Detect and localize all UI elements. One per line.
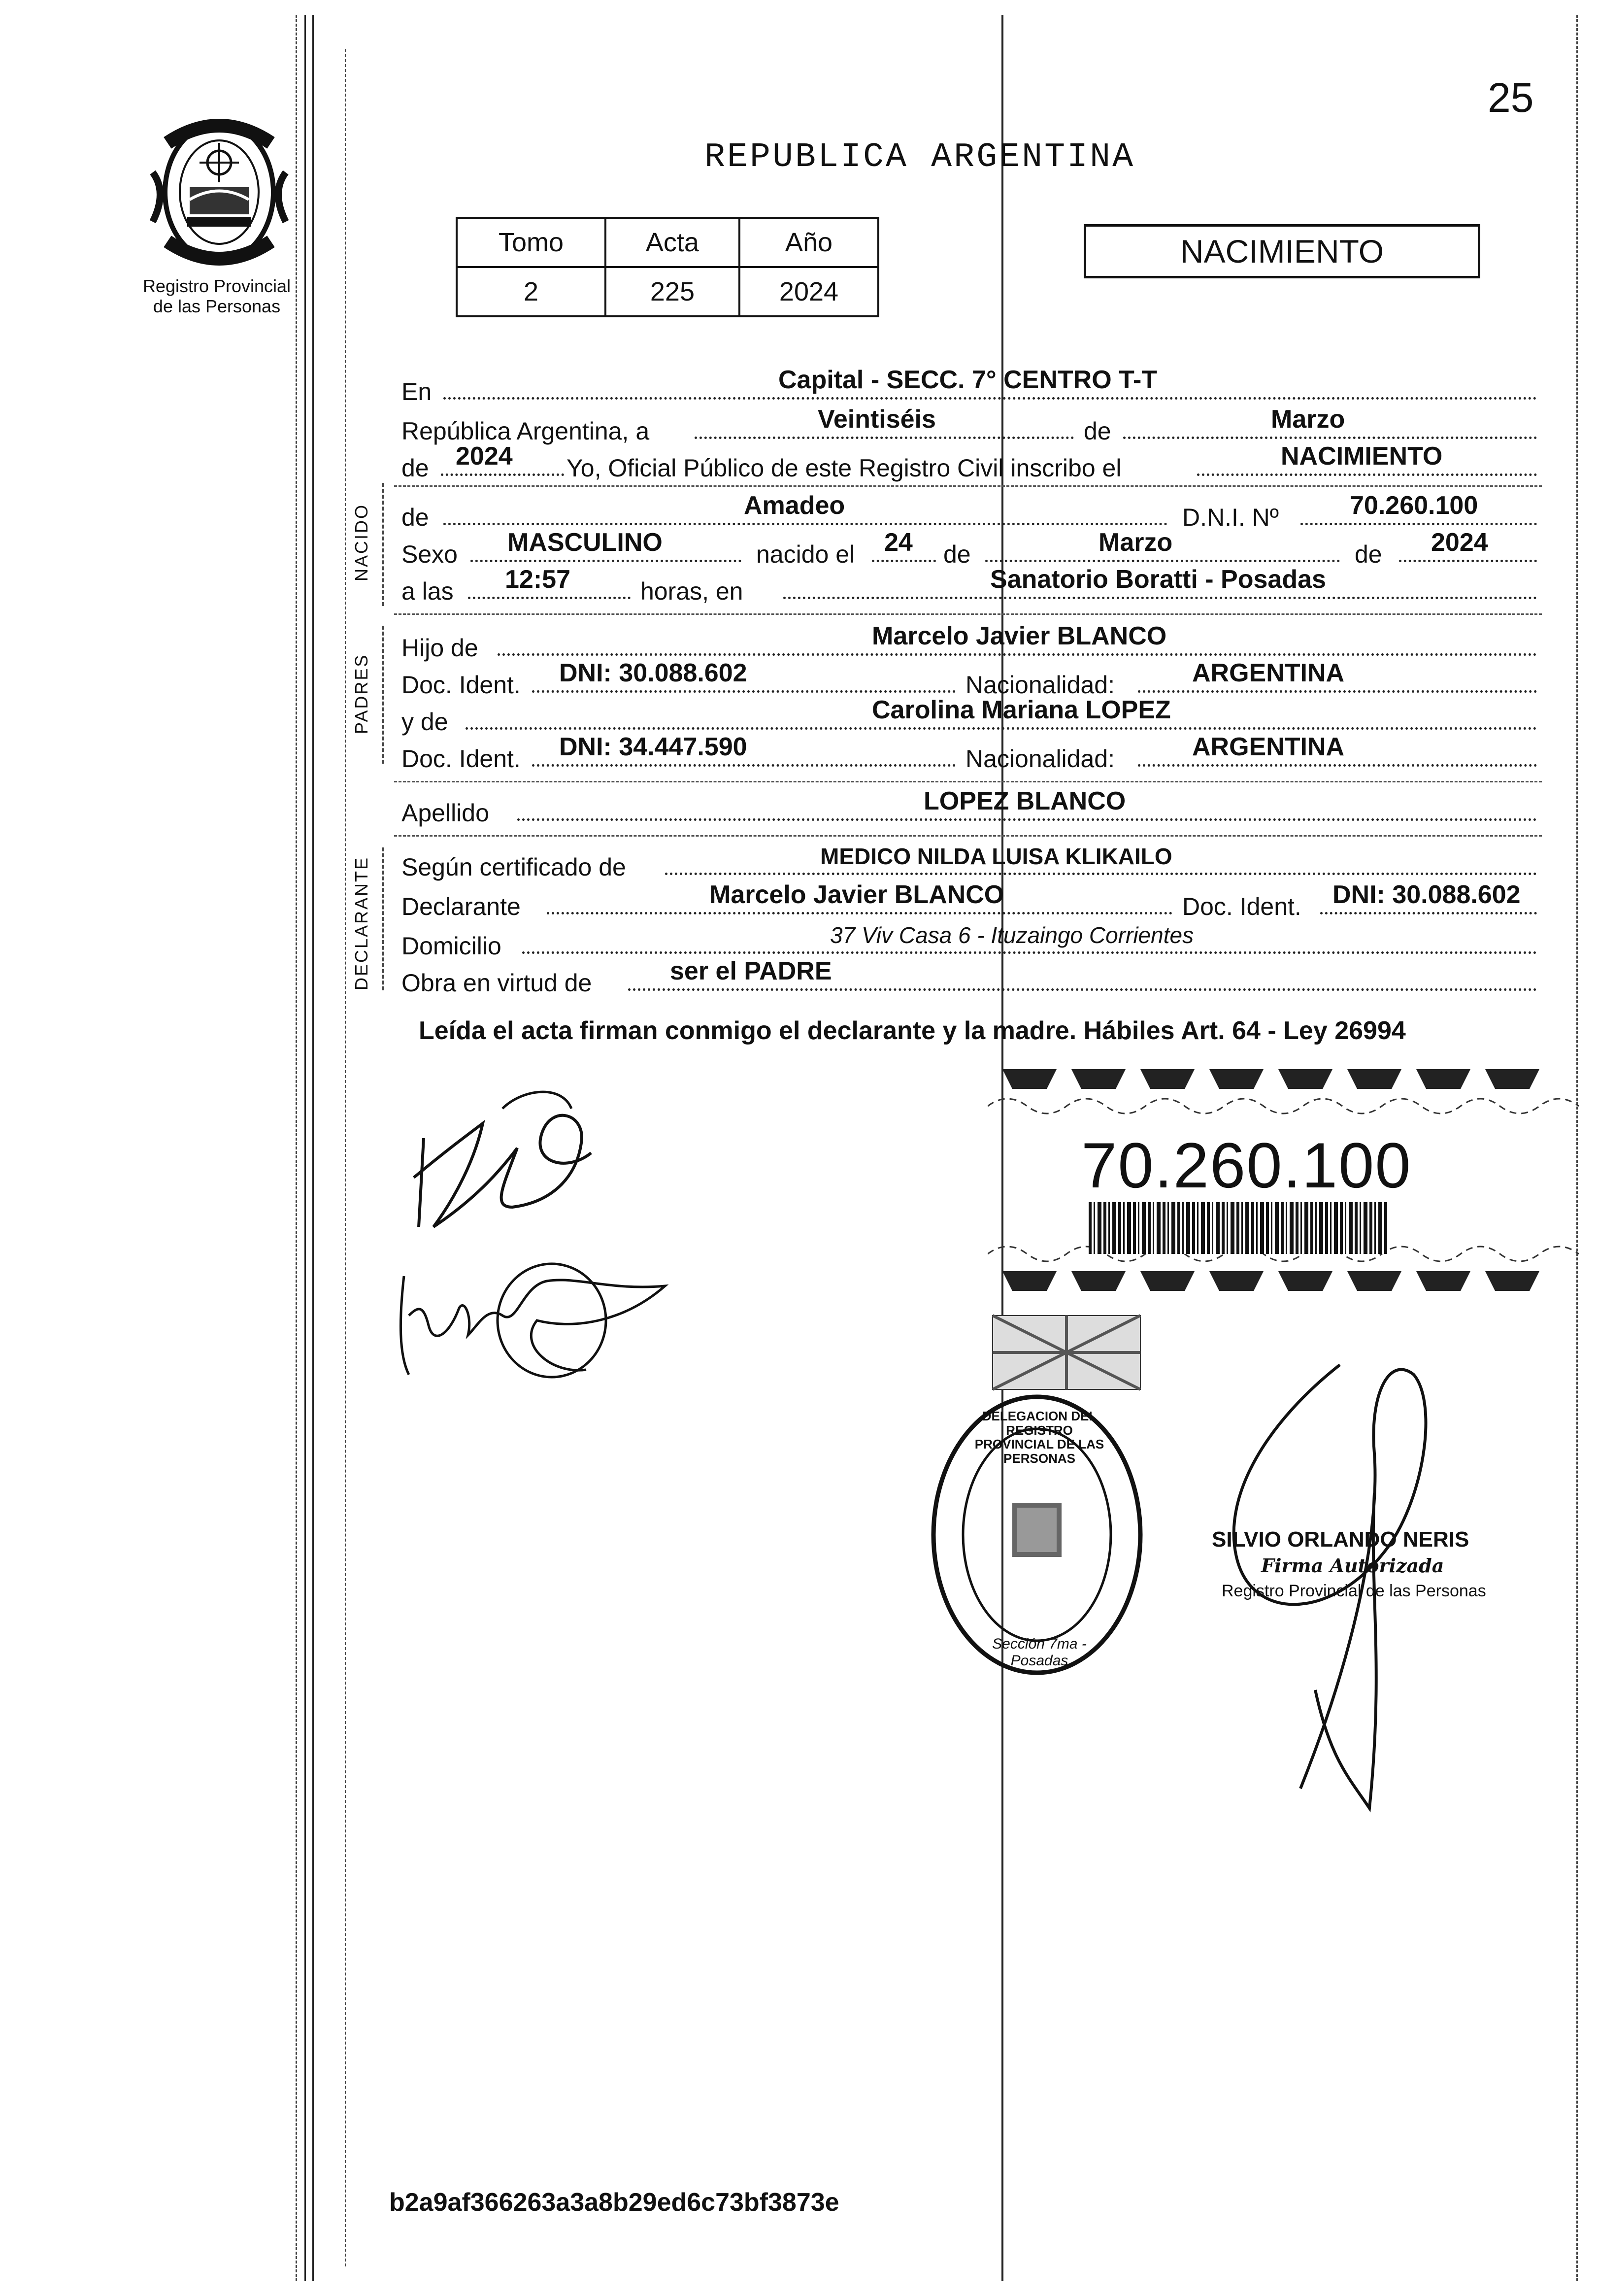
label-apellido: Apellido xyxy=(401,799,489,827)
label-y-de: y de xyxy=(401,708,448,736)
act-type-box: NACIMIENTO xyxy=(1084,224,1480,278)
left-margin-line xyxy=(296,15,297,2281)
inner-left-margin xyxy=(345,49,346,2266)
madre-signature xyxy=(389,1247,675,1394)
label-declarante: Declarante xyxy=(401,893,521,920)
registry-line-1: Registro Provincial xyxy=(142,276,291,296)
dots-certificado xyxy=(665,873,1537,875)
label-nac-madre: Nacionalidad: xyxy=(965,745,1115,773)
value-sexo: MASCULINO xyxy=(507,528,663,557)
table-header-anio: Año xyxy=(739,218,878,267)
label-en: En xyxy=(401,378,432,405)
province-logo xyxy=(148,113,291,271)
table-value-acta: 225 xyxy=(605,267,739,316)
value-mes: Marzo xyxy=(1271,405,1345,434)
value-obra: ser el PADRE xyxy=(670,957,832,985)
label-republica: República Argentina, a xyxy=(401,417,650,445)
value-madre-dni: DNI: 34.447.590 xyxy=(559,733,747,761)
registry-line-2: de las Personas xyxy=(153,296,281,317)
dots-acto xyxy=(1197,473,1537,476)
dots-apellido xyxy=(517,818,1537,821)
record-table xyxy=(456,217,879,317)
barcode xyxy=(1089,1202,1389,1254)
country-title: REPUBLICA ARGENTINA xyxy=(704,138,1135,177)
declarante-signature xyxy=(404,1079,611,1247)
dots-sexo xyxy=(470,560,741,562)
dots-dni xyxy=(1300,523,1537,525)
value-apellido: LOPEZ BLANCO xyxy=(924,787,1126,815)
separator-4 xyxy=(394,835,1542,837)
label-de-anio-nac: de xyxy=(1355,540,1382,568)
dots-padre-nac xyxy=(1138,690,1537,693)
label-nac-padre: Nacionalidad: xyxy=(965,671,1115,699)
label-nacido-el: nacido el xyxy=(756,540,855,568)
value-declarante: Marcelo Javier BLANCO xyxy=(709,880,1004,909)
value-mes-nac: Marzo xyxy=(1099,528,1173,557)
label-sexo: Sexo xyxy=(401,540,458,568)
dots-mes-nac xyxy=(985,560,1340,562)
dots-dia xyxy=(695,437,1074,439)
label-yo: Yo, Oficial Público de este Registro Civil inscribo el xyxy=(566,454,1122,482)
separator-2 xyxy=(394,613,1542,615)
label-obra: Obra en virtud de xyxy=(401,969,592,997)
record-table-value-row xyxy=(457,267,878,316)
dots-domicilio xyxy=(522,951,1537,954)
stamp-inner-text: Sección 7ma - Posadas xyxy=(992,1636,1087,1669)
left-border-line-2 xyxy=(312,15,314,2281)
dots-obra xyxy=(628,988,1537,991)
section-bar-padres xyxy=(382,626,384,764)
label-hijo-de: Hijo de xyxy=(401,634,478,662)
table-value-tomo: 2 xyxy=(457,267,605,316)
value-lugar: Capital - SECC. 7° CENTRO T-T xyxy=(778,366,1158,394)
label-de-mes-nac: de xyxy=(943,540,971,568)
dots-madre xyxy=(466,727,1537,730)
value-declarante-dni: DNI: 30.088.602 xyxy=(1332,880,1521,909)
section-declarante: DECLARANTE xyxy=(351,856,371,990)
separator-1 xyxy=(394,485,1542,487)
stamp-outer-text: DELEGACION DEL REGISTRO PROVINCIAL DE LAS PERSONAS xyxy=(974,1409,1104,1466)
page-number: 25 xyxy=(1488,74,1534,121)
section-bar-nacido xyxy=(382,483,384,606)
label-dni: D.N.I. Nº xyxy=(1182,504,1279,531)
dots-hora xyxy=(468,597,631,599)
dots-padre-dni xyxy=(532,690,956,693)
value-hora: 12:57 xyxy=(505,565,570,594)
dots-lugar-nac xyxy=(783,597,1537,599)
registry-name xyxy=(128,276,305,317)
dots-declarante-dni xyxy=(1320,912,1537,914)
section-nacido: NACIDO xyxy=(351,503,371,581)
section-bar-declarante xyxy=(382,847,384,990)
record-table-header-row xyxy=(457,218,878,267)
table-header-acta: Acta xyxy=(605,218,739,267)
value-certificado: MEDICO NILDA LUISA KLIKAILO xyxy=(820,844,1172,869)
value-lugar-nac: Sanatorio Boratti - Posadas xyxy=(990,565,1326,594)
dots-nombre xyxy=(443,523,1167,525)
table-value-anio: 2024 xyxy=(739,267,878,316)
label-doc-declarante: Doc. Ident. xyxy=(1182,893,1301,920)
value-dia-nac: 24 xyxy=(884,528,913,557)
value-padre: Marcelo Javier BLANCO xyxy=(872,622,1167,650)
official-title: Firma Autorizada xyxy=(1261,1554,1444,1577)
label-doc-madre: Doc. Ident. xyxy=(401,745,521,773)
label-de-nombre: de xyxy=(401,504,429,531)
value-madre-nac: ARGENTINA xyxy=(1192,733,1345,761)
label-a-las: a las xyxy=(401,577,454,605)
label-segun: Según certificado de xyxy=(401,853,626,881)
value-anio: 2024 xyxy=(456,442,513,471)
label-de-anio: de xyxy=(401,454,429,482)
dots-padre xyxy=(498,653,1537,656)
sticker-number: 70.260.100 xyxy=(1081,1129,1412,1201)
section-padres: PADRES xyxy=(351,653,371,734)
value-acto: NACIMIENTO xyxy=(1281,442,1443,471)
value-padre-dni: DNI: 30.088.602 xyxy=(559,659,747,687)
official-name: SILVIO ORLANDO NERIS xyxy=(1212,1527,1469,1552)
dots-mes xyxy=(1123,437,1537,439)
table-header-tomo: Tomo xyxy=(457,218,605,267)
label-horas-en: horas, en xyxy=(640,577,743,605)
label-de-mes: de xyxy=(1084,417,1111,445)
closing-text: Leída el acta firman conmigo el declarante y la madre. Hábiles Art. 64 - Ley 26994 xyxy=(419,1016,1406,1045)
dots-declarante xyxy=(547,912,1172,914)
dots-dia-nac xyxy=(872,560,936,562)
label-doc-padre: Doc. Ident. xyxy=(401,671,521,699)
dots-madre-dni xyxy=(532,764,956,767)
document-hash: b2a9af366263a3a8b29ed6c73bf3873e xyxy=(389,2188,839,2217)
value-madre: Carolina Mariana LOPEZ xyxy=(872,696,1171,724)
label-domicilio: Domicilio xyxy=(401,932,501,960)
value-dia-letra: Veintiséis xyxy=(818,405,936,434)
official-org: Registro Provincial de las Personas xyxy=(1222,1582,1486,1600)
value-dni: 70.260.100 xyxy=(1350,491,1478,520)
value-padre-nac: ARGENTINA xyxy=(1192,659,1345,687)
dots-anio-nac xyxy=(1399,560,1537,562)
dots-anio xyxy=(441,473,564,476)
left-border-line xyxy=(304,15,306,2281)
value-anio-nac: 2024 xyxy=(1431,528,1488,557)
value-domicilio: 37 Viv Casa 6 - Ituzaingo Corrientes xyxy=(830,922,1194,948)
dots-en xyxy=(443,397,1537,400)
dots-madre-nac xyxy=(1138,764,1537,767)
separator-3 xyxy=(394,781,1542,782)
value-nombre: Amadeo xyxy=(744,491,845,520)
